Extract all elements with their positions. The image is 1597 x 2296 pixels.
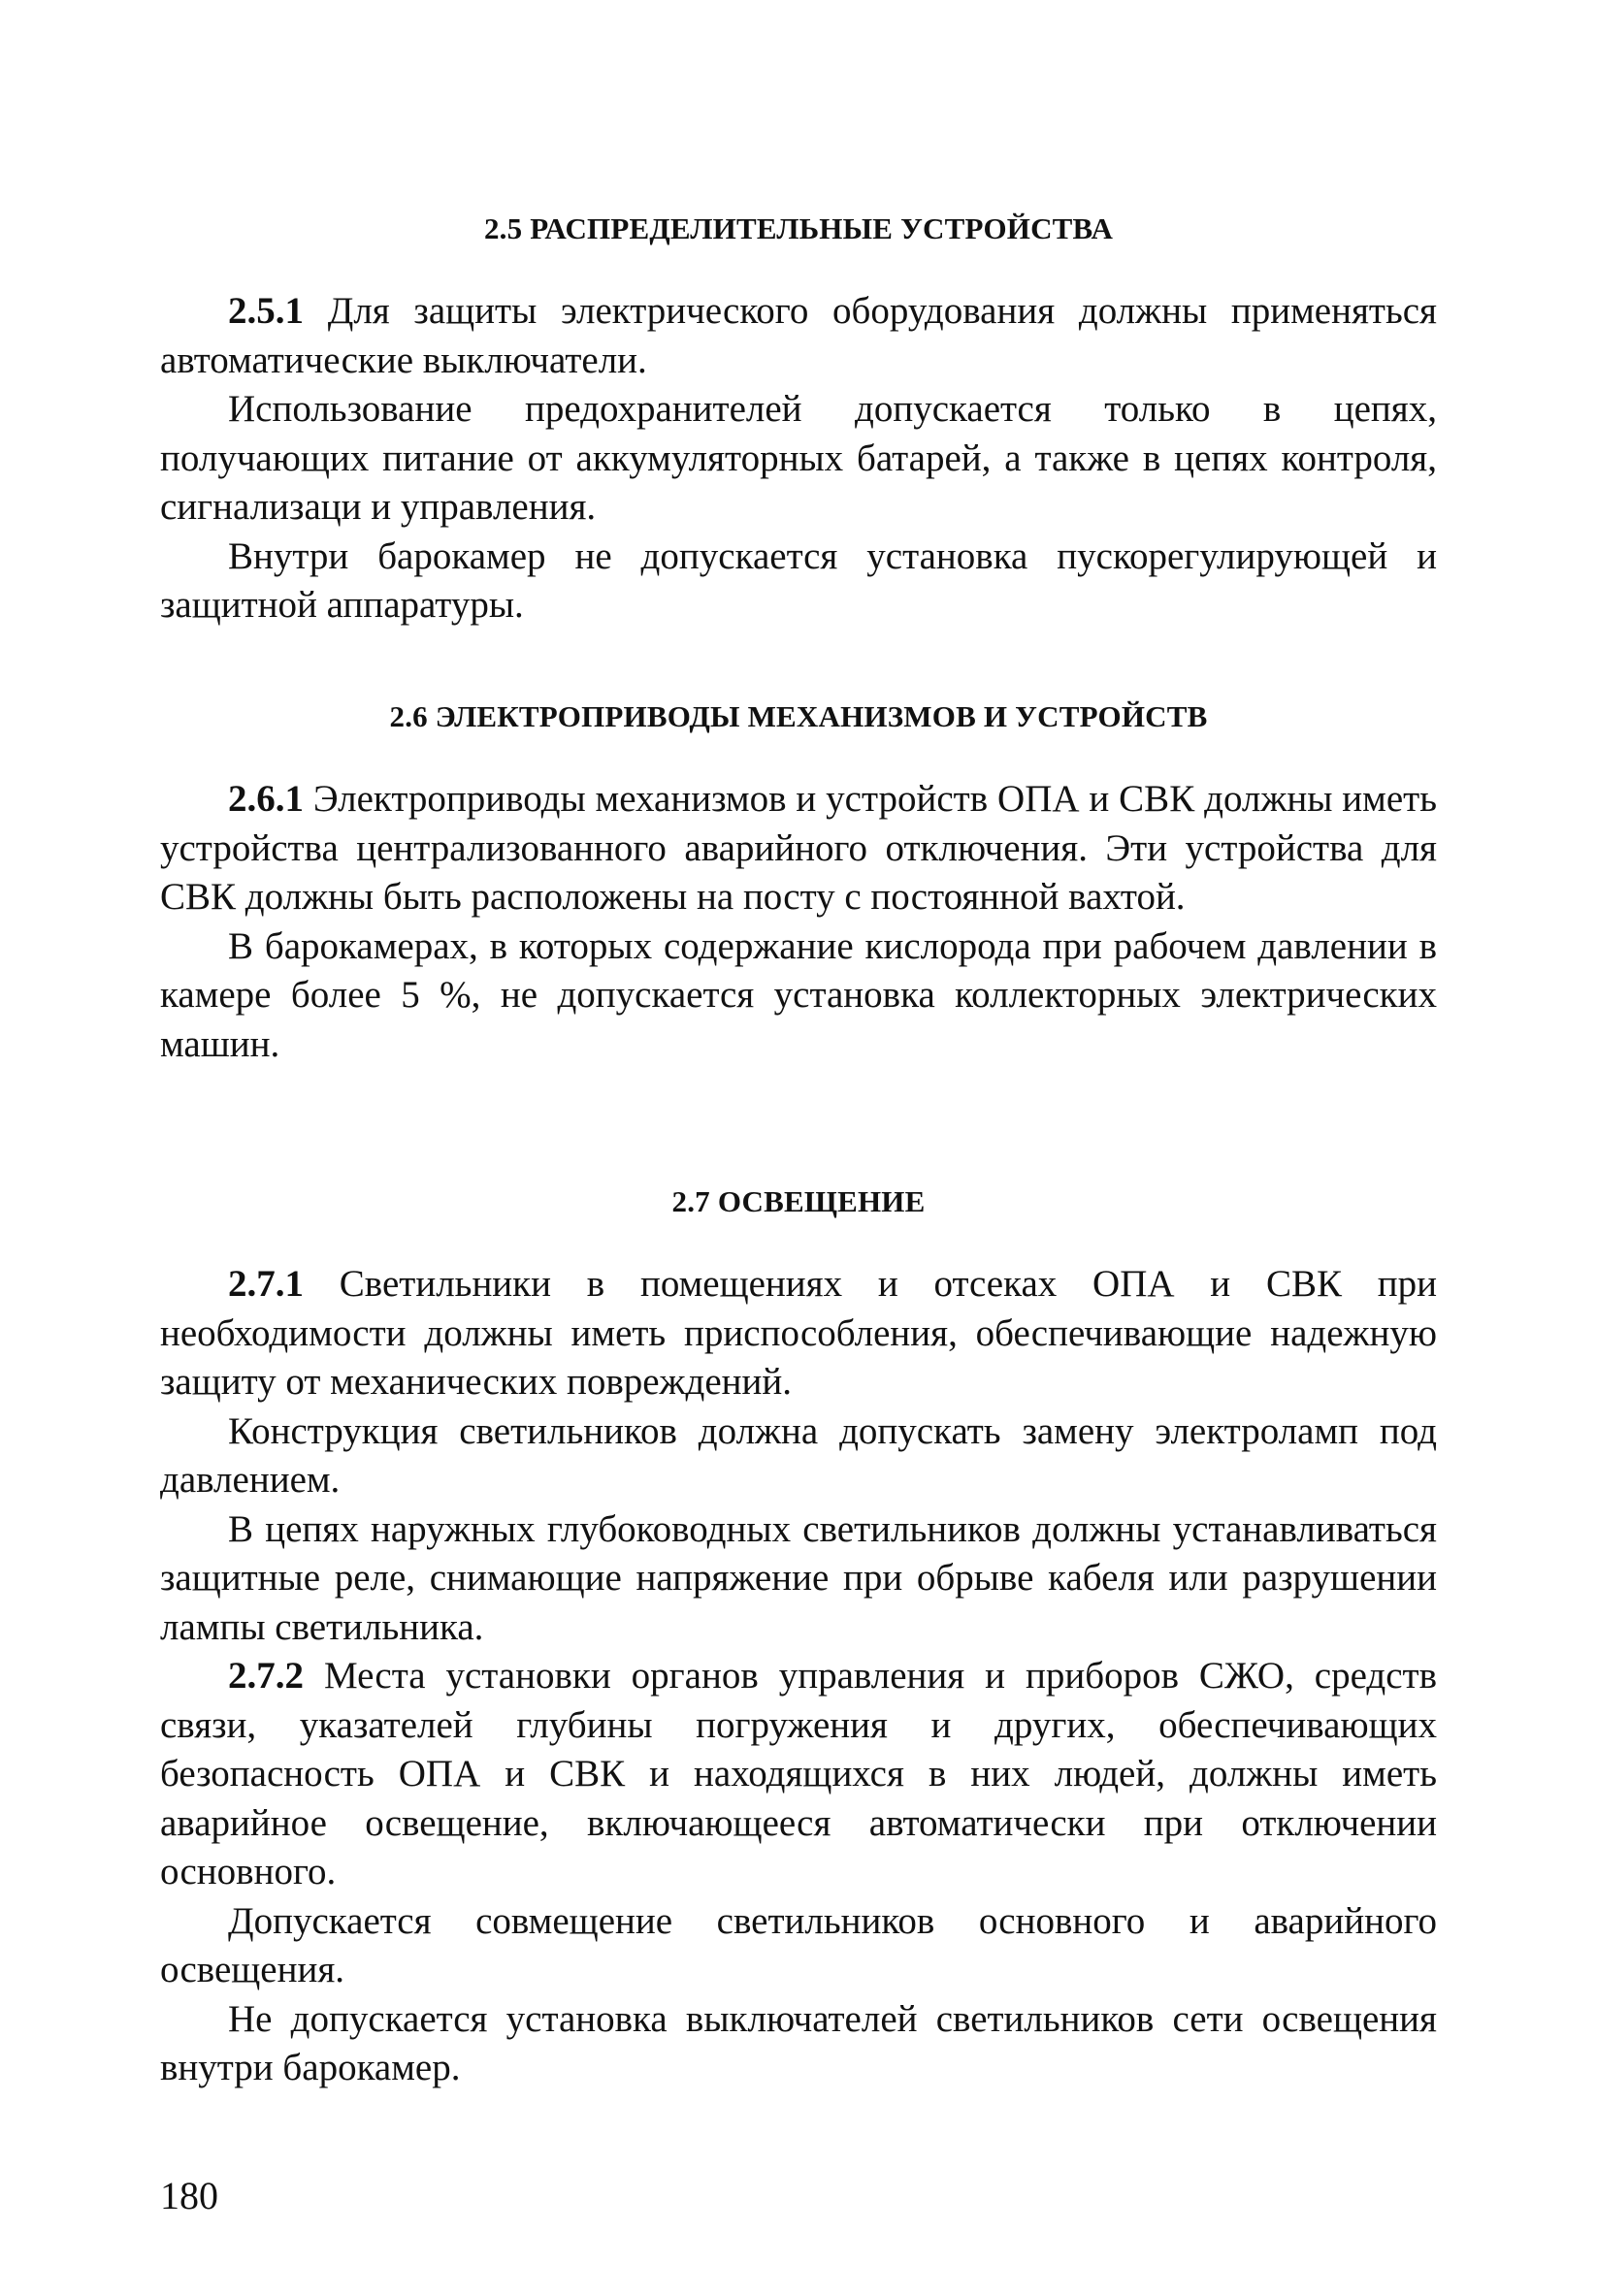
paragraph-text: В цепях наружных глубоководных светильников должны устанавливаться защитные реле, снимающие напряжение при обрыве кабеля или разрушении лампы светильника. [160,1507,1437,1648]
clause-number: 2.7.1 [228,1263,304,1305]
paragraph [160,1995,1437,2093]
paragraph-text: Внутри барокамер не допускается установка пускорегулирующей и защитной аппаратуры. [160,534,1437,626]
section-body-2-6 [160,775,1437,1069]
paragraph [160,287,1437,385]
paragraph-text: Использование предохранителей допускается только в цепях, получающих питание от аккумуляторных батарей, а также в цепях контроля, сигнализаци и управления. [160,388,1437,528]
paragraph-text: Светильники в помещениях и отсеках ОПА и СВК при необходимости должны иметь приспособления, обеспечивающие надежную защиту от механических повреждений. [160,1263,1437,1403]
section-body-2-7 [160,1260,1437,2093]
section-title-2-7: 2.7 ОСВЕЩЕНИЕ [671,1184,926,1218]
paragraph-text: В барокамерах, в которых содержание кислорода при рабочем давлении в камере более 5 %, не допускается установка коллекторных электрических машин. [160,924,1437,1065]
clause-number: 2.5.1 [228,290,304,332]
paragraph-text: Не допускается установка выключателей светильников сети освещения внутри барокамер. [160,1997,1437,2088]
page-number: 180 [160,2174,218,2217]
paragraph [160,1652,1437,1897]
section-title-2-6: 2.6 ЭЛЕКТРОПРИВОДЫ МЕХАНИЗМОВ И УСТРОЙСТВ [389,699,1208,733]
paragraph-text: Электроприводы механизмов и устройств ОПА и СВК должны иметь устройства централизованного аварийного отключения. Эти устройства для СВК должны быть расположены на посту с постоянной вахтой. [160,778,1437,918]
paragraph [160,385,1437,533]
clause-number: 2.7.2 [228,1655,304,1697]
paragraph [160,922,1437,1070]
paragraph-text: Допускается совмещение светильников основного и аварийного освещения. [160,1899,1437,1990]
paragraph [160,533,1437,631]
paragraph [160,1505,1437,1653]
clause-number: 2.6.1 [228,778,304,820]
section-title-2-5: 2.5 РАСПРЕДЕЛИТЕЛЬНЫЕ УСТРОЙСТВА [483,211,1114,245]
paragraph [160,1260,1437,1407]
paragraph [160,775,1437,922]
paragraph-text: Для защиты электрического оборудования должны применяться автоматические выключатели. [160,290,1437,381]
paragraph-text: Места установки органов управления и приборов СЖО, средств связи, указателей глубины погружения и других, обеспечивающих безопасность ОПА и СВК и находящихся в них людей, должны иметь аварийное освещение, включающееся автоматически при отключении основного. [160,1655,1437,1892]
paragraph [160,1407,1437,1505]
paragraph [160,1897,1437,1995]
section-body-2-5 [160,287,1437,631]
paragraph-text: Конструкция светильников должна допускать замену электроламп под давлением. [160,1409,1437,1501]
